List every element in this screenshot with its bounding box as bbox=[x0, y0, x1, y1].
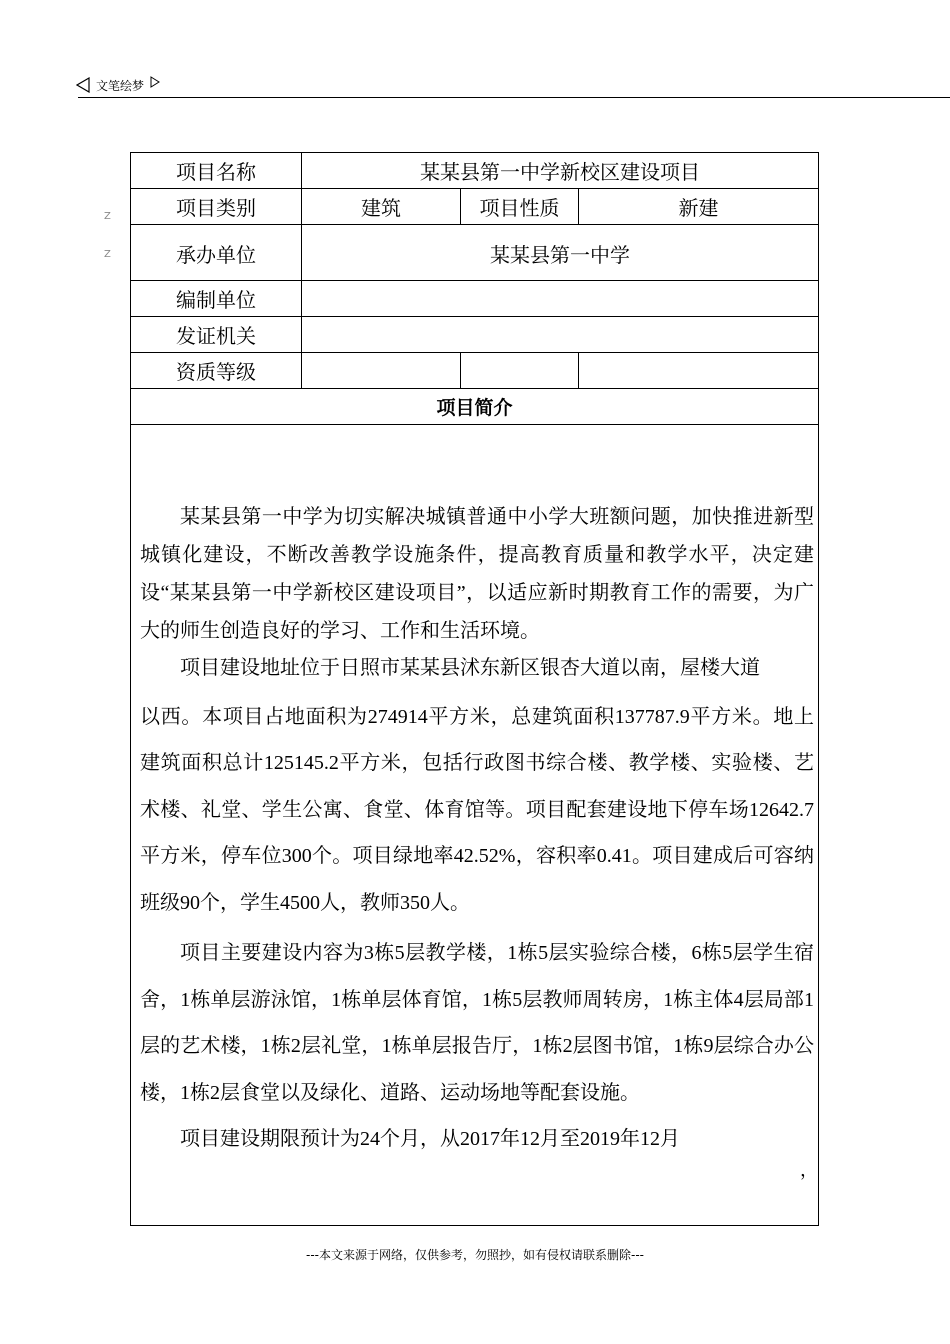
triangle-right-icon bbox=[150, 76, 160, 88]
qualification-empty-cell bbox=[579, 353, 819, 389]
compiler-value bbox=[302, 281, 819, 317]
header-rule bbox=[78, 97, 950, 98]
organizer-label-cell bbox=[131, 225, 302, 281]
summary-paragraph-4: 项目主要建设内容为3栋5层教学楼，1栋5层实验综合楼，6栋5层学生宿舍，1栋单层游泳馆，1栋单层体育馆，1栋5层教师周转房，1栋主体4层局部1层的艺术楼，1栋2层礼堂，1栋单层报告厅，1栋2层图书馆，1栋9层综合办公楼，1栋2层食堂以及绿化、道路、运动场地等配套设施。 bbox=[140, 942, 815, 1104]
project-name-label: 项目名称 bbox=[131, 153, 302, 189]
nature-label: 项目性质 bbox=[461, 189, 579, 225]
summary-paragraph-5: 项目建设期限预计为24个月，从2017年12月至2019年12月 bbox=[180, 1128, 680, 1150]
row-qualification bbox=[131, 353, 819, 389]
triangle-left-icon bbox=[78, 78, 90, 92]
issuer-label: 发证机关 bbox=[131, 317, 302, 353]
row-category bbox=[131, 189, 819, 225]
organizer-value: 某某县第一中学 bbox=[490, 244, 631, 267]
summary-paragraph-2: 项目建设地址位于日照市某某县沭东新区银杏大道以南，屋楼大道 bbox=[180, 656, 760, 679]
row-summary-body bbox=[131, 425, 819, 1226]
qualification-label: 资质等级 bbox=[131, 353, 302, 389]
summary-body-cell bbox=[131, 425, 819, 1226]
margin-marks bbox=[104, 205, 111, 267]
footer-notice: ---本文来源于网络，仅供参考，勿照抄，如有侵权请联系删除--- bbox=[306, 1248, 644, 1262]
triangle-left-outline bbox=[76, 77, 90, 93]
summary-paragraph-3: 以西。本项目占地面积为274914平方米，总建筑面积137787.9平方米。地上建筑面积总计125145.2平方米，包括行政图书综合楼、教学楼、实验楼、艺术楼、礼堂、学生公寓、食堂、体育馆等。项目配套建设地下停车场12642.7平方米，停车位300个。项目绿地率42.52%，容积率0.41。项目建成后可容纳班级90个，学生4500人，教师350人。 bbox=[140, 705, 815, 914]
category-label: 项目类别 bbox=[131, 189, 302, 225]
page-header bbox=[78, 73, 160, 97]
project-name-value: 某某县第一中学新校区建设项目 bbox=[302, 153, 819, 189]
qualification-empty-cell bbox=[461, 353, 579, 389]
row-issuer bbox=[131, 317, 819, 353]
organizer-label: 承办单位 bbox=[176, 244, 256, 267]
margin-mark: Z bbox=[104, 211, 111, 222]
summary-title: 项目简介 bbox=[131, 389, 819, 425]
row-organizer bbox=[131, 225, 819, 281]
row-project-name bbox=[131, 153, 819, 189]
summary-paragraph-1: 某某县第一中学为切实解决城镇普通中小学大班额问题，加快推进新型城镇化建设，不断改善教学设施条件，提高教育质量和教学水平，决定建设“某某县第一中学新校区建设项目”，以适应新时期教育工作的需要，为广大的师生创造良好的学习、工作和生活环境。 bbox=[140, 505, 815, 642]
qualification-value bbox=[302, 353, 461, 389]
trailing-comma-mark: ， bbox=[800, 1160, 818, 1180]
category-value: 建筑 bbox=[302, 189, 461, 225]
nature-value: 新建 bbox=[579, 189, 819, 225]
compiler-label: 编制单位 bbox=[131, 281, 302, 317]
header-brand: 文笔绘梦 bbox=[96, 78, 145, 93]
project-form-table bbox=[130, 152, 819, 1226]
margin-mark: Z bbox=[104, 249, 111, 260]
summary-body bbox=[131, 488, 818, 1163]
row-summary-title bbox=[131, 389, 819, 425]
organizer-value-cell bbox=[302, 225, 819, 281]
row-compiler bbox=[131, 281, 819, 317]
issuer-value bbox=[302, 317, 819, 353]
